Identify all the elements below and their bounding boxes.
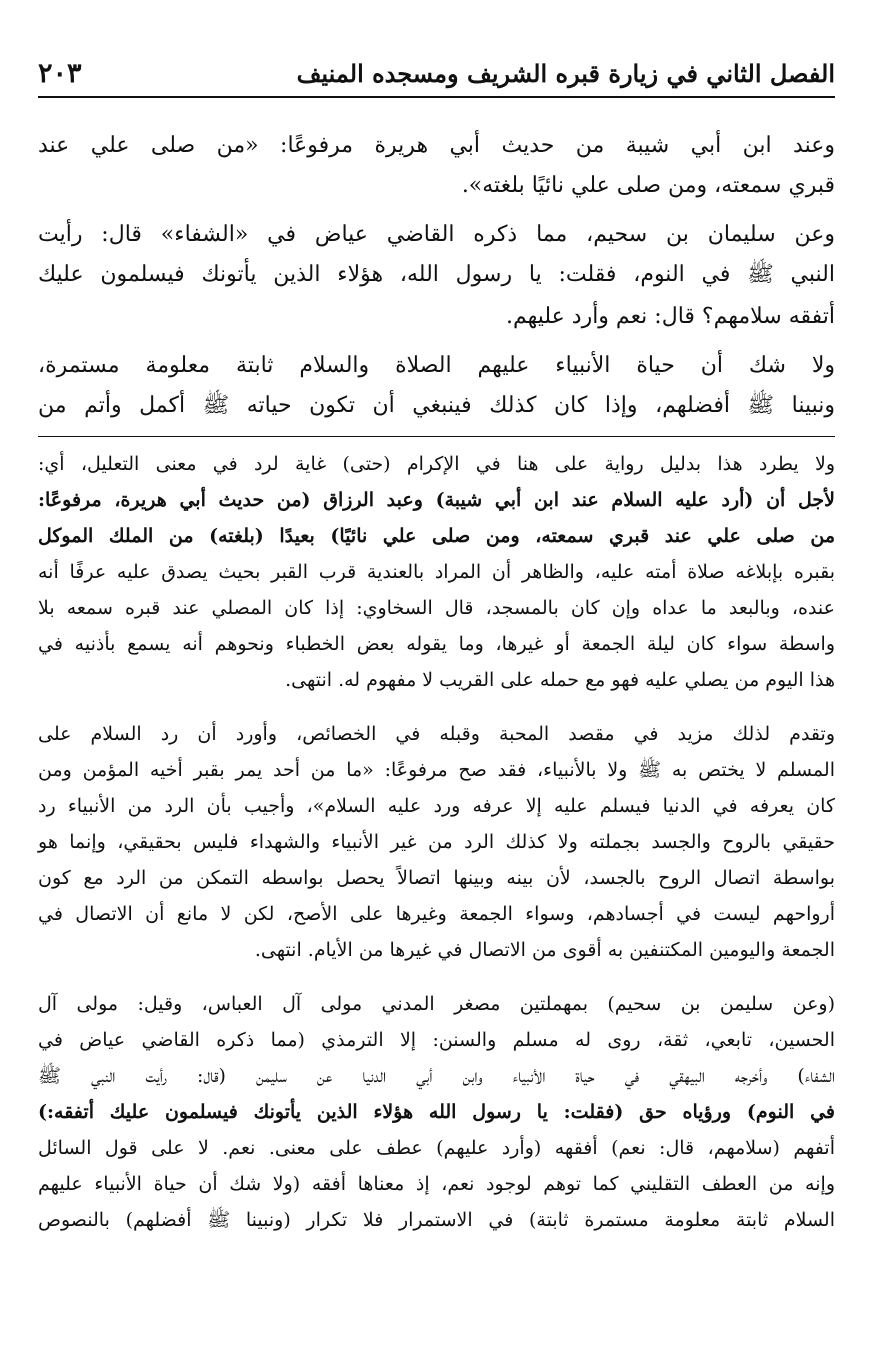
commentary-line: وإنه من العطف التقليني كما توهم لوجود نعم، إذ معناها أفقه (ولا شك أن حياة الأنبياء عليهم xyxy=(38,1173,835,1195)
commentary-line: حقيقي بالروح والجسد بجملته ولا كذلك الرد من غير الأنبياء والشهداء فليس بحقيقي، وإنما هو xyxy=(38,831,835,853)
commentary-line: الجمعة واليومين المكتنفين به أقوى من الاتصال في غيرها من الأيام. انتهى. xyxy=(254,939,835,961)
main-line: وعن سليمان بن سحيم، مما ذكره القاضي عياض في «الشفاء» قال: رأيت xyxy=(38,222,835,247)
main-line: ولا شك أن حياة الأنبياء عليهم الصلاة والسلام ثابتة معلومة مستمرة، xyxy=(38,353,835,378)
commentary-line: الحسين، تابعي، ثقة، روى له مسلم والسنن: إلا الترمذي (مما ذكره القاضي عياض في xyxy=(38,1029,835,1051)
main-line: وعند ابن أبي شيبة من حديث أبي هريرة مرفوعًا: «من صلى علي عند xyxy=(38,133,835,158)
commentary-line: أتفهم (سلامهم، قال: نعم) أفقهه (وأرد عليهم) عطف على معنى. نعم. لا على قول السائل xyxy=(38,1137,835,1159)
commentary-line: كان يعرفه في الدنيا فيسلم عليه إلا عرفه ورد عليه السلام»، وأجيب بأن الرد من الأنبياء رد xyxy=(38,795,835,817)
commentary-line: عنده، وبالبعد ما عداه وإن كان بالمسجد، قال السخاوي: إذا كان المصلي عند قبره سمعه بلا xyxy=(38,597,835,619)
footnote-divider xyxy=(38,436,835,437)
commentary-line: السلام ثابتة معلومة مستمرة ثابتة) في الاستمرار فلا تكرار (ونبينا ﷺ أفضلهم) بالنصوص xyxy=(38,1209,835,1231)
commentary-line: المسلم لا يختص به ﷺ ولا بالأنبياء، فقد صح مرفوعًا: «ما من أحد يمر بقبر أخيه المؤمن ومن xyxy=(38,759,835,781)
commentary-line: في النوم) ورؤياه حق (فقلت: يا رسول الله هؤلاء الذين يأتونك فيسلمون عليك أتفقه:) xyxy=(38,1101,835,1123)
chapter-title: الفصل الثاني في زيارة قبره الشريف ومسجده المنيف xyxy=(296,58,835,88)
main-line: أتفقه سلامهم؟ قال: نعم وأرد عليهم. xyxy=(505,304,835,329)
commentary-line: بواسطة اتصال الروح بالجسد، لأن بينه وبينها اتصالاً يحصل بواسطه التمكن من الرد مع كون xyxy=(38,867,835,889)
commentary-line: الشفاء) وأخرجه البيهقي في حياة الأنبياء وابن أبي الدنيا عن سليمن (قال: رأيت النبي ﷺ xyxy=(38,1065,835,1087)
main-line: قبري سمعته، ومن صلى علي نائيًا بلغته». xyxy=(461,173,835,198)
commentary-line: أرواحهم ليست في أجسادهم، وسواء الجمعة وغيرها على الأصح، لكن لا مانع أن الاتصال في xyxy=(38,903,835,925)
commentary-line: بقبره بإبلاغه صلاة أمته عليه، والظاهر أن المراد بالعندية قرب القبر بحيث يصدق عليه عرفًا أنه xyxy=(38,561,835,583)
commentary-line: وتقدم لذلك مزيد في مقصد المحبة وقبله في الخصائص، وأورد أن رد السلام على xyxy=(38,723,835,745)
running-header xyxy=(38,50,835,98)
commentary-line: ولا يطرد هذا بدليل رواية على هنا في الإكرام (حتى) غاية لرد في معنى التعليل، أي: xyxy=(38,453,835,475)
commentary-line: (وعن سليمن بن سحيم) بمهملتين مصغر المدني مولى آل العباس، وقيل: مولى آل xyxy=(38,993,835,1015)
main-line: ونبينا ﷺ أفضلهم، وإذا كان كذلك فينبغي أن تكون حياته ﷺ أكمل وأتم من xyxy=(38,393,835,418)
commentary-line: واسطة سواء كان ليلة الجمعة أو غيرها، وما يقوله بعض الخطباء ونحوهم أنه يسمع بأذنيه في xyxy=(38,633,835,655)
main-line: النبي ﷺ في النوم، فقلت: يا رسول الله، هؤلاء الذين يأتونك فيسلمون عليك xyxy=(38,262,835,287)
commentary-line: هذا اليوم من يصلي عليه فهو مع حمله على القريب لا مفهوم له. انتهى. xyxy=(285,669,835,691)
commentary-line: لأجل أن (أرد عليه السلام عند ابن أبي شيبة) وعبد الرزاق (من حديث أبي هريرة، مرفوعًا: xyxy=(38,489,835,511)
page-number: ٢٠٣ xyxy=(38,57,82,89)
commentary-line: من صلى علي عند قبري سمعته، ومن صلى علي نائيًا) بعيدًا (بلغته) من الملك الموكل xyxy=(38,525,835,547)
